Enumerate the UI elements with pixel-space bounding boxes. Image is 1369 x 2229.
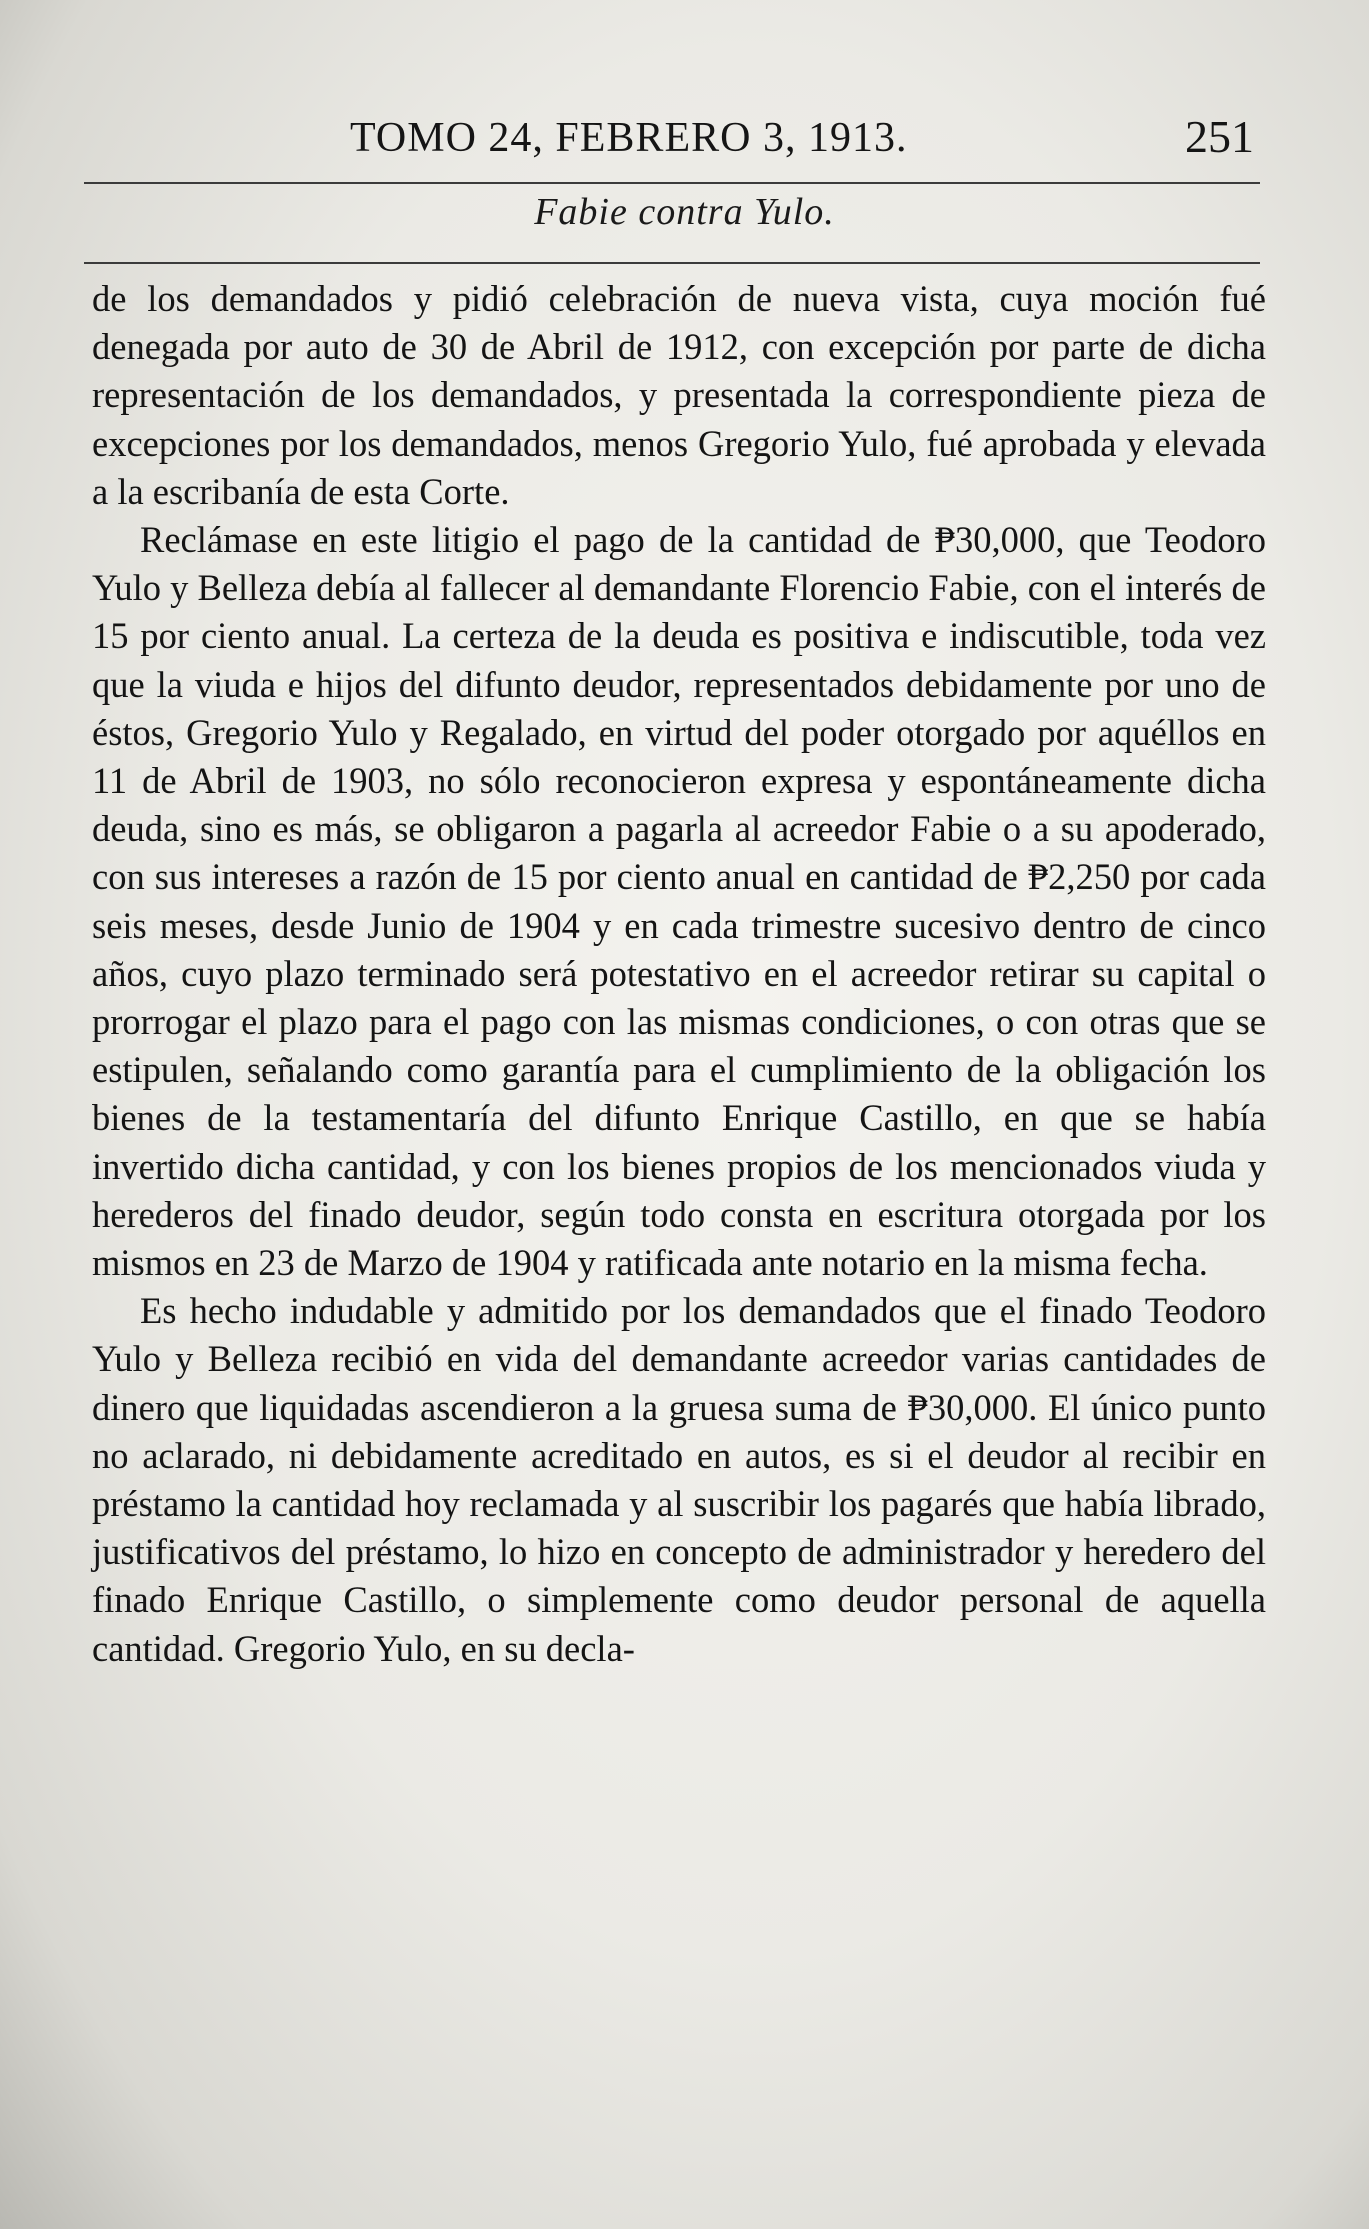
page-header (92, 108, 1254, 168)
body-text (92, 275, 1266, 1673)
case-title: Fabie contra Yulo. (534, 191, 835, 233)
page-number: 251 (1185, 111, 1254, 162)
header-rule-bottom (84, 262, 1260, 264)
header-rule-top (84, 182, 1260, 184)
running-head: TOMO 24, FEBRERO 3, 1913. (350, 115, 908, 161)
paragraph-reclamase: Reclámase en este litigio el pago de la cantidad de ₱30,000, que Teodoro Yulo y Belleza debía al fallecer al demandante Florencio Fabie, con el interés de 15 por ciento anual. La certeza de la deuda es positiva e indiscutible, toda vez que la viuda e hijos del difunto deudor, representados debidamente por uno de éstos, Gregorio Yulo y Regalado, en virtud del poder otorgado por aquéllos en 11 de Abril de 1903, no sólo reconocieron expresa y espontáneamente dicha deuda, sino es más, se obligaron a pagarla al acreedor Fabie o a su apoderado, con sus intereses a razón de 15 por ciento anual en cantidad de ₱2,250 por cada seis meses, desde Junio de 1904 y en cada trimestre sucesivo dentro de cinco años, cuyo plazo terminado será potestativo en el acreedor retirar su capital o prorrogar el plazo para el pago con las mismas condiciones, o con otras que se estipulen, señalando como garantía para el cumplimiento de la obligación los bienes de la testamentaría del difunto Enrique Castillo, en que se había invertido dicha cantidad, y con los bienes propios de los mencionados viuda y herederos del finado deudor, según todo consta en escritura otorgada por los mismos en 23 de Marzo de 1904 y ratificada ante notario en la misma fecha. (92, 519, 1266, 1284)
paragraph-continuation: de los demandados y pidió celebración de nueva vista, cuya moción fué denegada por auto de 30 de Abril de 1912, con excepción por parte de dicha representación de los demandados, y presentada la correspondiente pieza de excepciones por los demandados, menos Gregorio Yulo, fué aprobada y elevada a la escribanía de esta Corte. (92, 278, 1266, 512)
paragraph-hecho-indudable: Es hecho indudable y admitido por los demandados que el finado Teodoro Yulo y Belleza recibió en vida del demandante acreedor varias cantidades de dinero que liquidadas ascendieron a la gruesa suma de ₱30,000. El único punto no aclarado, ni debidamente acreditado en autos, es si el deudor al recibir en préstamo la cantidad hoy reclamada y al suscribir los pagarés que había librado, justificativos del préstamo, lo hizo en concepto de administrador y heredero del finado Enrique Castillo, o simplemente como deudor personal de aquella cantidad. Gregorio Yulo, en su decla- (92, 1290, 1266, 1669)
